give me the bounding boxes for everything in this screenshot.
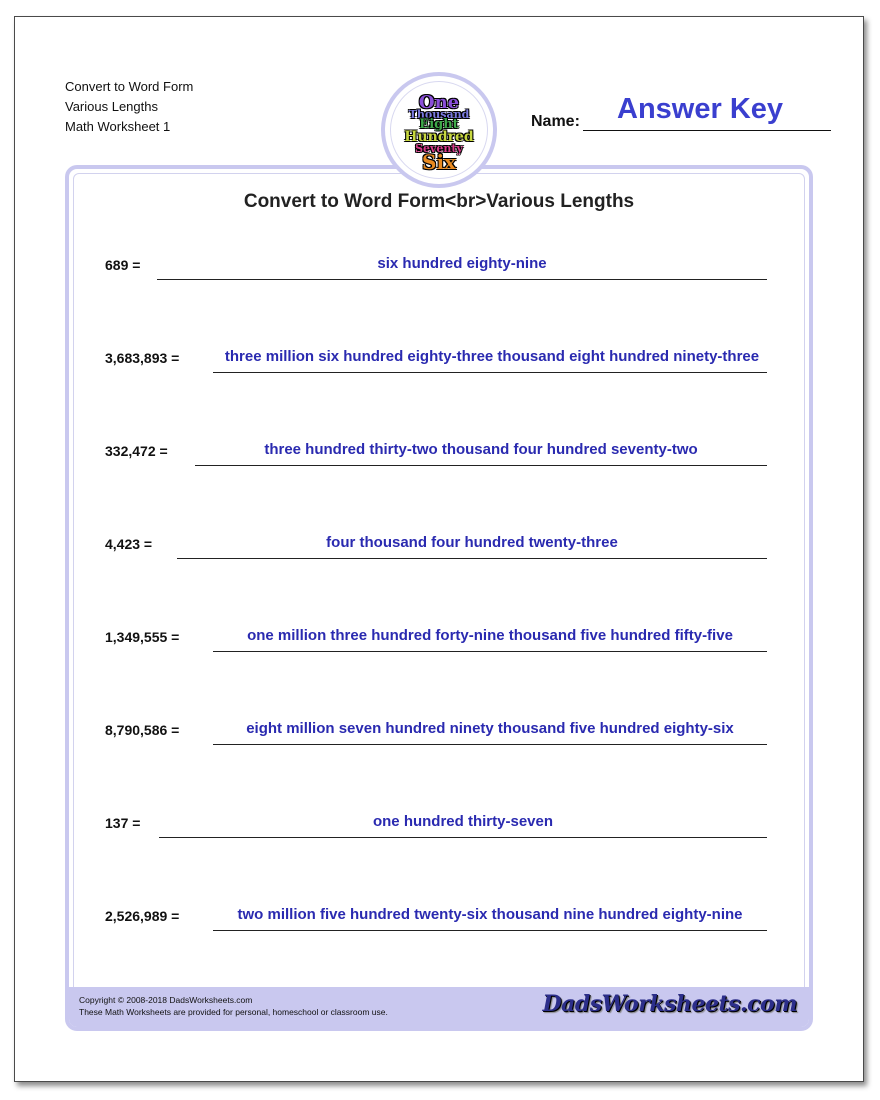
problem-row bbox=[69, 813, 809, 853]
answer-line bbox=[157, 279, 767, 280]
problem-number: 332,472 = bbox=[105, 443, 168, 459]
answer-text: four thousand four hundred twenty-three bbox=[326, 534, 618, 551]
problem-number: 137 = bbox=[105, 815, 141, 831]
header-worksheet-number: Math Worksheet 1 bbox=[65, 119, 171, 134]
answer-text: two million five hundred twenty-six thousand nine hundred eighty-nine bbox=[237, 906, 743, 923]
answer-text: three hundred thirty-two thousand four hundred seventy-two bbox=[264, 441, 698, 458]
worksheet-frame bbox=[65, 165, 813, 1031]
copyright-text: Copyright © 2008-2018 DadsWorksheets.com bbox=[79, 995, 253, 1005]
answer-line bbox=[177, 558, 767, 559]
dadsworksheets-logo: DadsWorksheets.com bbox=[542, 991, 797, 1017]
usage-notice: These Math Worksheets are provided for personal, homeschool or classroom use. bbox=[79, 1007, 388, 1017]
logo-word: Seventy bbox=[415, 142, 463, 155]
worksheet-footer bbox=[69, 987, 809, 1027]
copyright-block bbox=[79, 994, 388, 1018]
problem-number: 2,526,989 = bbox=[105, 908, 180, 924]
problem-number: 689 = bbox=[105, 257, 141, 273]
problem-row bbox=[69, 627, 809, 667]
problem-number: 8,790,586 = bbox=[105, 722, 180, 738]
logo-word: Six bbox=[422, 150, 456, 174]
worksheet-header bbox=[65, 77, 193, 137]
answer-text: one hundred thirty-seven bbox=[372, 813, 554, 830]
problem-number: 1,349,555 = bbox=[105, 629, 180, 645]
logo-word: One bbox=[418, 92, 460, 113]
answer-text: one million three hundred forty-nine thousand five hundred fifty-five bbox=[247, 627, 733, 644]
answer-line bbox=[213, 372, 767, 373]
problem-number: 3,683,893 = bbox=[105, 350, 180, 366]
name-field bbox=[531, 91, 831, 131]
problem-row bbox=[69, 534, 809, 574]
answer-line bbox=[159, 837, 767, 838]
answer-text: three million six hundred eighty-three thousand eight hundred ninety-three bbox=[224, 348, 760, 365]
answer-text: eight million seven hundred ninety thousand five hundred eighty-six bbox=[246, 720, 734, 737]
name-underline bbox=[583, 130, 831, 131]
problem-row bbox=[69, 441, 809, 481]
answer-line bbox=[195, 465, 767, 466]
logo-word: Eight bbox=[419, 117, 459, 132]
worksheet-page bbox=[14, 16, 864, 1082]
name-value: Answer Key bbox=[617, 93, 784, 125]
answer-line bbox=[213, 651, 767, 652]
logo-word: Thousand bbox=[408, 108, 470, 121]
problem-number: 4,423 = bbox=[105, 536, 153, 552]
problem-row bbox=[69, 906, 809, 946]
header-title: Convert to Word Form bbox=[65, 79, 194, 94]
problem-row bbox=[69, 255, 809, 295]
worksheet-title: Convert to Word Form<br>Various Lengths bbox=[243, 191, 635, 212]
frame-inner-border bbox=[73, 173, 805, 1001]
answer-text: six hundred eighty-nine bbox=[377, 255, 547, 272]
name-label: Name: bbox=[531, 113, 580, 130]
answer-line bbox=[213, 744, 767, 745]
number-words-logo bbox=[381, 72, 497, 188]
logo-word: Hundred bbox=[404, 129, 474, 145]
header-subtitle: Various Lengths bbox=[65, 99, 158, 114]
logo-inner-ring bbox=[390, 81, 488, 179]
answer-line bbox=[213, 930, 767, 931]
problem-row bbox=[69, 348, 809, 388]
problem-row bbox=[69, 720, 809, 760]
